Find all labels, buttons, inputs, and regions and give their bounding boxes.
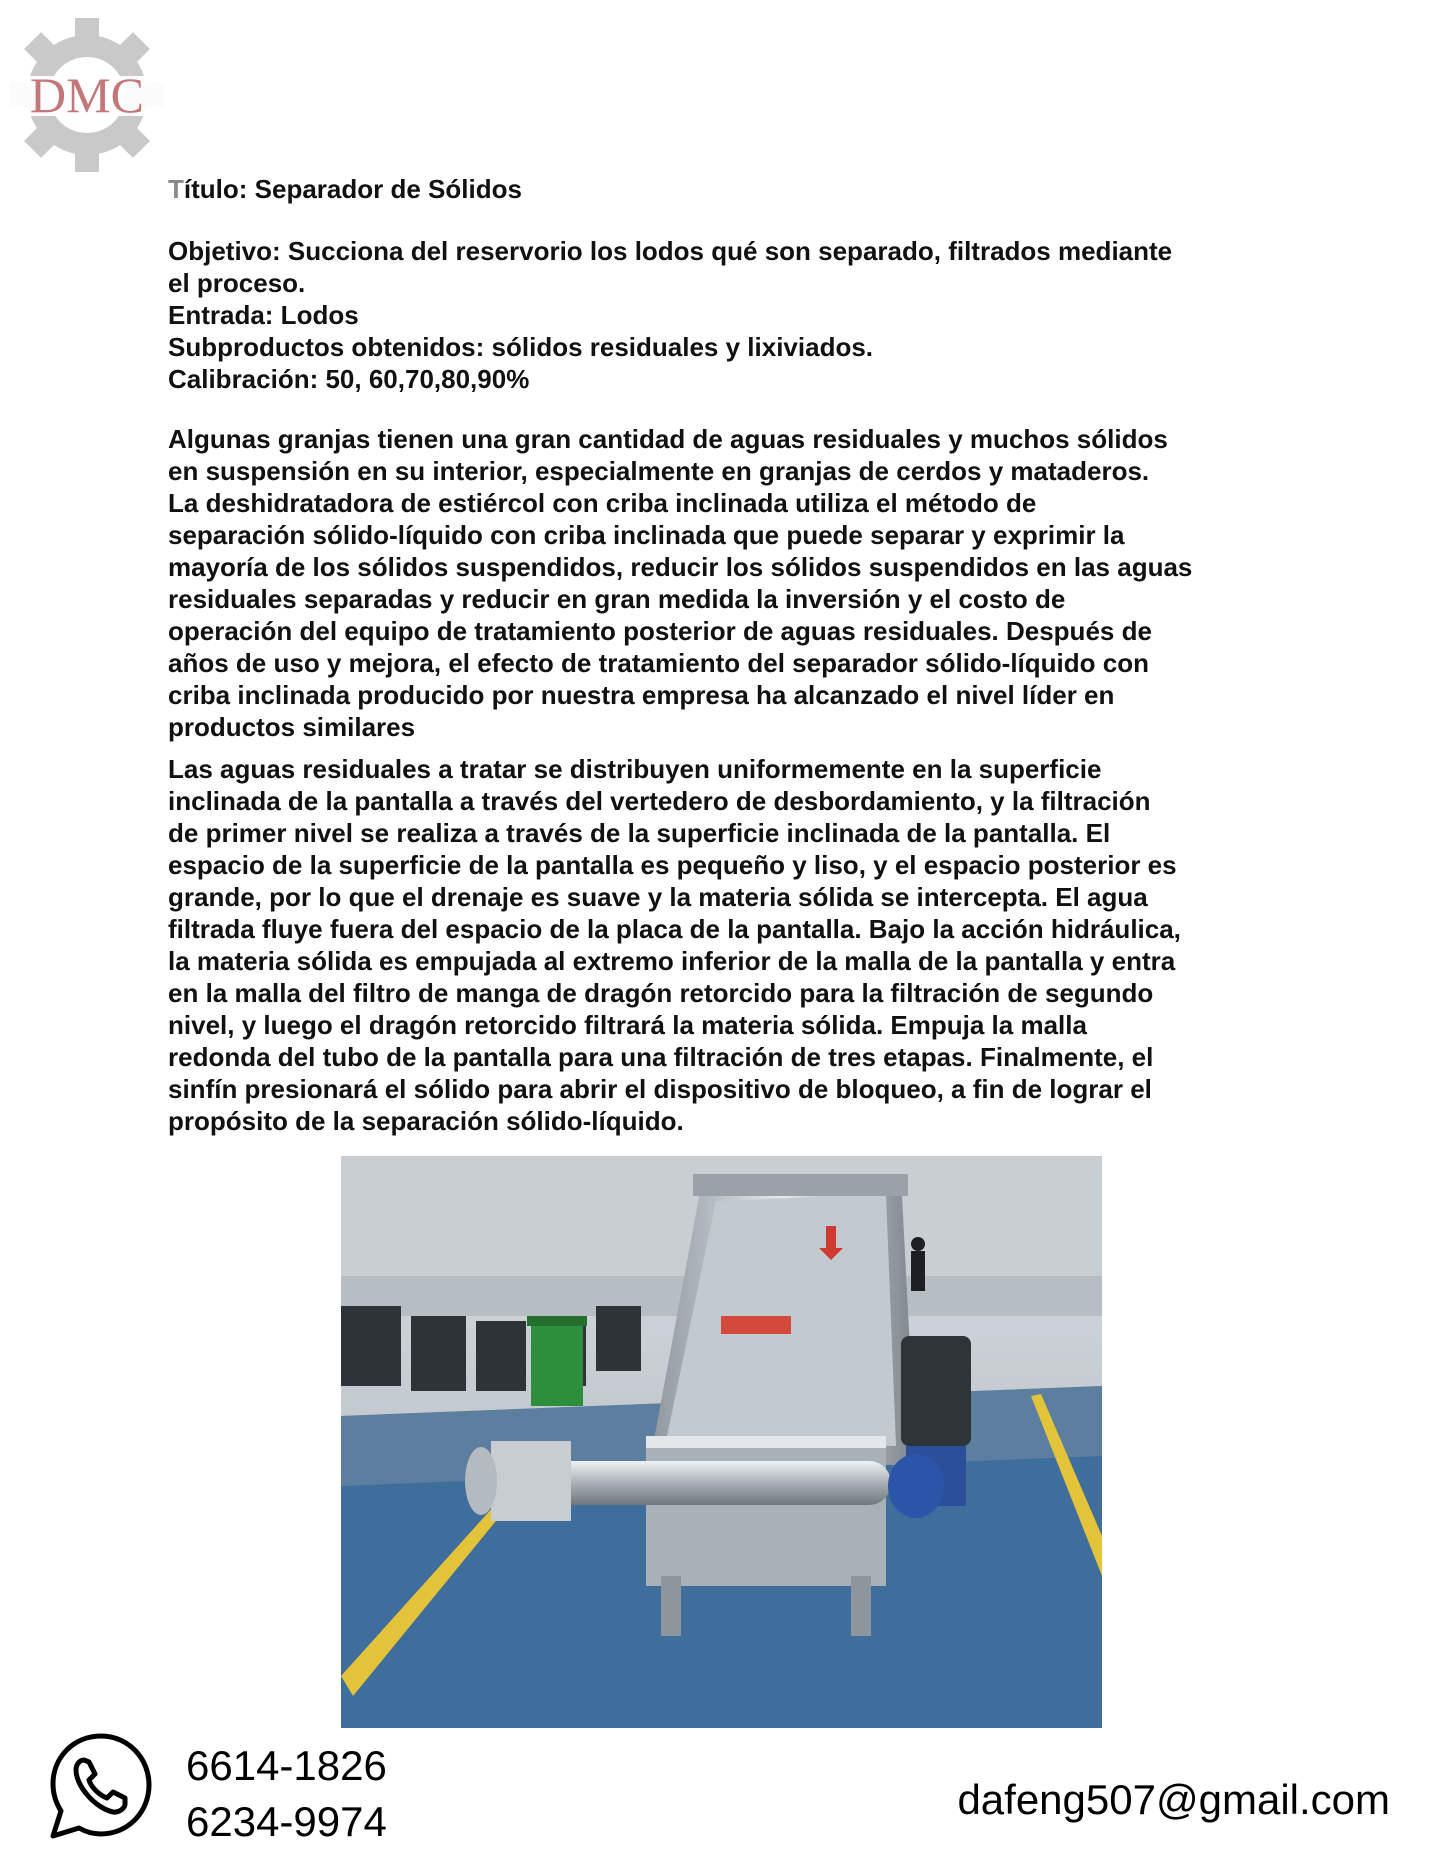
phone-number-1[interactable]: 6614-1826: [186, 1742, 387, 1789]
whatsapp-phone-icon: [45, 1728, 157, 1844]
logo-text: DMC: [30, 67, 144, 123]
paragraph-line: sinfín presionará el sólido para abrir el dispositivo de bloqueo, a fin de lograr el: [168, 1074, 1152, 1104]
paragraph-line: mayoría de los sólidos suspendidos, reducir los sólidos suspendidos en las aguas: [168, 552, 1193, 582]
paragraph-line: en la malla del filtro de manga de dragón retorcido para la filtración de segundo: [168, 978, 1154, 1008]
separator-machine-photo: [341, 1156, 1102, 1728]
paragraph-line: criba inclinada producido por nuestra empresa ha alcanzado el nivel líder en: [168, 680, 1115, 710]
paragraph-line: nivel, y luego el dragón retorcido filtrará la materia sólida. Empuja la malla: [168, 1010, 1087, 1040]
paragraph-line: espacio de la superficie de la pantalla es pequeño y liso, y el espacio posterior es: [168, 850, 1177, 880]
company-logo: [6, 14, 168, 176]
paragraph-line: inclinada de la pantalla a través del vertedero de desbordamiento, y la filtración: [168, 786, 1151, 816]
byproducts-line: Subproductos obtenidos: sólidos residuales y lixiviados.: [168, 332, 874, 362]
objective-line: Objetivo: Succiona del reservorio los lodos qué son separado, filtrados mediante: [168, 236, 1173, 266]
paragraph-line: productos similares: [168, 712, 416, 742]
title-rest: ítulo: Separador de Sólidos: [183, 174, 522, 204]
paragraph-intro: [168, 423, 1318, 743]
phone-numbers: [186, 1738, 387, 1850]
page-title: [168, 173, 1318, 205]
document-body: [168, 173, 1318, 1137]
title-first-letter: T: [168, 174, 184, 204]
paragraph-line: separación sólido-líquido con criba inclinada que puede separar y exprimir la: [168, 520, 1125, 550]
paragraph-line: Las aguas residuales a tratar se distribuyen uniformemente en la superficie: [168, 754, 1102, 784]
paragraph-line: la materia sólida es empujada al extremo inferior de la malla de la pantalla y entra: [168, 946, 1176, 976]
paragraph-line: Algunas granjas tienen una gran cantidad de aguas residuales y muchos sólidos: [168, 424, 1168, 454]
paragraph-line: filtrada fluye fuera del espacio de la placa de la pantalla. Bajo la acción hidráulica,: [168, 914, 1181, 944]
paragraph-line: grande, por lo que el drenaje es suave y la materia sólida se intercepta. El agua: [168, 882, 1148, 912]
paragraph-line: La deshidratadora de estiércol con criba inclinada utiliza el método de: [168, 488, 1037, 518]
paragraph-line: residuales separadas y reducir en gran medida la inversión y el costo de: [168, 584, 1066, 614]
paragraph-line: redonda del tubo de la pantalla para una filtración de tres etapas. Finalmente, el: [168, 1042, 1154, 1072]
input-line: Entrada: Lodos: [168, 300, 359, 330]
info-block: [168, 235, 1318, 395]
paragraph-line: de primer nivel se realiza a través de la superficie inclinada de la pantalla. El: [168, 818, 1111, 848]
paragraph-line: operación del equipo de tratamiento posterior de aguas residuales. Después de: [168, 616, 1152, 646]
email-address[interactable]: dafeng507@gmail.com: [957, 1776, 1390, 1823]
paragraph-process: [168, 753, 1318, 1137]
paragraph-line: propósito de la separación sólido-líquido.: [168, 1106, 684, 1136]
paragraph-line: años de uso y mejora, el efecto de tratamiento del separador sólido-líquido con: [168, 648, 1149, 678]
gear-logo-icon: [6, 14, 168, 176]
objective-line: el proceso.: [168, 268, 306, 298]
phone-number-2[interactable]: 6234-9974: [186, 1798, 387, 1845]
calibration-line: Calibración: 50, 60,70,80,90%: [168, 364, 530, 394]
machine-illustration: [341, 1156, 1102, 1728]
paragraph-line: en suspensión en su interior, especialmente en granjas de cerdos y mataderos.: [168, 456, 1150, 486]
